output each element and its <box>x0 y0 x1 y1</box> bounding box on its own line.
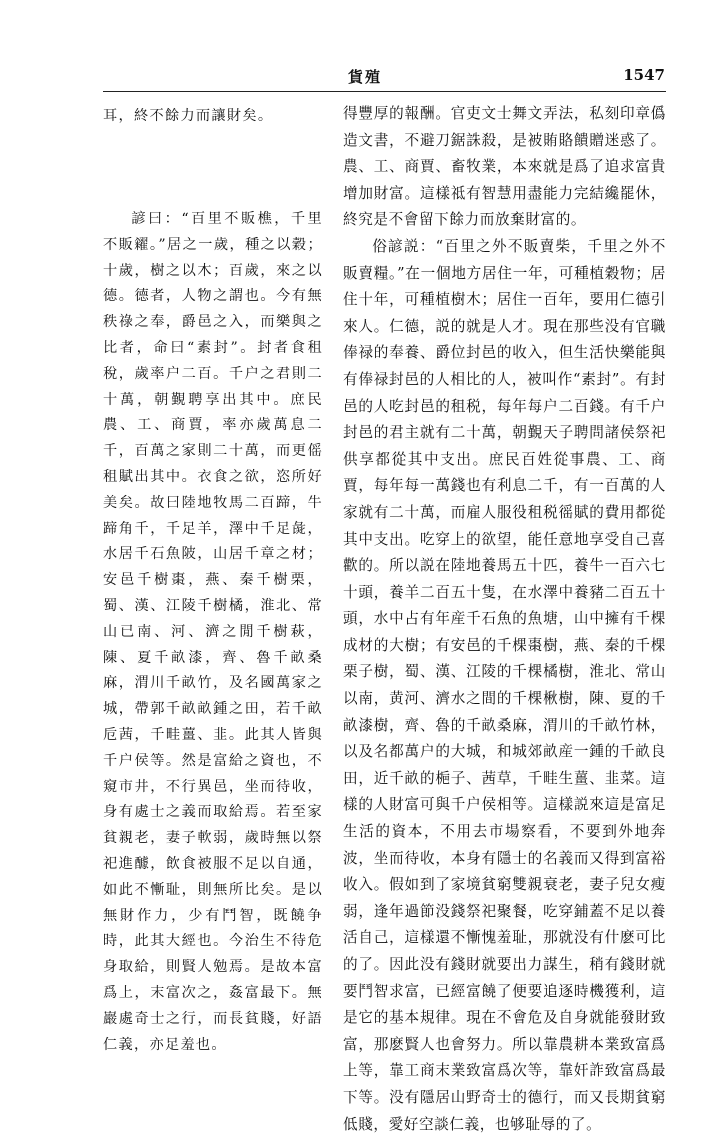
page-number: 1547 <box>623 66 665 84</box>
original-text-column-paragraph <box>103 207 323 1058</box>
header-rule <box>103 91 666 92</box>
translation-paragraph: 俗諺説：“百里之外不販賣柴，千里之外不販賣糧。”在一個地方居住一年，可種植穀物；居住十年，可種植樹木；居住一百年，要用仁德引來人。仁德，説的就是人才。現在那些没有官職俸禄的奉養、爵位封邑的收入，但生活快樂能與有俸禄封邑的人相比的人，被叫作“素封”。有封邑的人吃封邑的租税，每年每户二百錢。有千户封邑的君主就有二十萬，朝覲天子聘問諸侯祭祀供享都從其中支出。庶民百姓從事農、工、商賈，每年每一萬錢也有利息二千，有一百萬的人家就有二十萬，而雇人服役租税徭賦的費用都從其中支出。吃穿上的欲望，能任意地享受自己喜歡的。所以説在陸地養馬五十匹，養牛一百六七十頭，養羊二百五十隻，在水澤中養豬二百五十頭，水中占有年産千石魚的魚塘，山中擁有千棵成材的大樹；有安邑的千棵棗樹，燕、秦的千棵栗子樹，蜀、漢、江陵的千棵橘樹，淮北、常山以南，黄河、濟水之間的千棵楸樹，陳、夏的千畝漆樹，齊、魯的千畝桑麻，渭川的千畝竹林，以及名都萬户的大城，和城郊畝産一鍾的千畝良田，近千畝的梔子、茜草，千畦生薑、韭菜。這樣的人財富可與千户侯相等。這樣説來這是富足生活的資本，不用去市場察看，不要到外地奔波，坐而待收，本身有隱士的名義而又得到富裕收入。假如到了家境貧窮雙親衰老，妻子兒女瘦弱，逢年過節没錢祭祀聚餐，吃穿鋪蓋不足以養活自己，這樣還不慚愧羞耻，那就没有什麽可比的了。因此没有錢財就要出力謀生，稍有錢財就要鬥智求富，已經富饒了便要追逐時機獲利，這是它的基本規律。現在不會危及自身就能發財致富，那麽賢人也會努力。所以靠農耕本業致富爲上等，靠工商末業致富爲次等，靠奸詐致富爲最下等。没有隱居山野奇士的德行，而又長期貧窮低賤，愛好空談仁義，也够耻辱的了。 <box>343 237 666 1133</box>
original-paragraph: 諺曰：“百里不販樵，千里不販糴。”居之一歲，種之以穀；十歲，樹之以木；百歲，來之以德。德者，人物之謂也。今有無秩祿之奉，爵邑之入，而樂與之比者，命曰“素封”。封者食租稅，歲率户二百。千户之君則二十萬，朝覲聘享出其中。庶民農、工、商賈，率亦歲萬息二千，百萬之家則二十萬，而更傜租賦出其中。衣食之欲，恣所好美矣。故曰陸地牧馬二百蹄，牛蹄角千，千足羊，澤中千足彘，水居千石魚陂，山居千章之材；安邑千樹棗，燕、秦千樹栗，蜀、漢、江陵千樹橘，淮北、常山已南、河、濟之閒千樹萩，陳、夏千畝漆，齊、魯千畝桑麻，渭川千畝竹，及名國萬家之城，帶郭千畝畝鍾之田，若千畝卮茜，千畦薑、韭。此其人皆與千户侯等。然是富給之資也，不窺市井，不行異邑，坐而待收，身有處士之義而取給焉。若至家貧親老，妻子軟弱，歲時無以祭祀進醵，飲食被服不足以自通，如此不慚耻，則無所比矣。是以無財作力，少有鬥智，既饒争時，此其大經也。今治生不待危身取給，則賢人勉焉。是故本富爲上，末富次之，姦富最下。無巖處奇士之行，而長貧賤，好語仁義，亦足羞也。 <box>103 211 323 1053</box>
translation-continuation: 得豐厚的報酬。官吏文士舞文弄法，私刻印章僞造文書，不避刀鋸誅殺，是被賄賂饋贈迷惑了。農、工、商賈、畜牧業，本來就是爲了追求富貴增加財富。這樣祗有智慧用盡能力完結纔罷休，終究是不會留下餘力而放棄財富的。 <box>343 105 666 229</box>
original-continuation: 耳，終不餘力而讓財矣。 <box>103 108 274 124</box>
running-title: 貨殖 <box>347 68 382 86</box>
translation-column <box>343 101 666 1138</box>
original-text-column <box>103 104 323 130</box>
